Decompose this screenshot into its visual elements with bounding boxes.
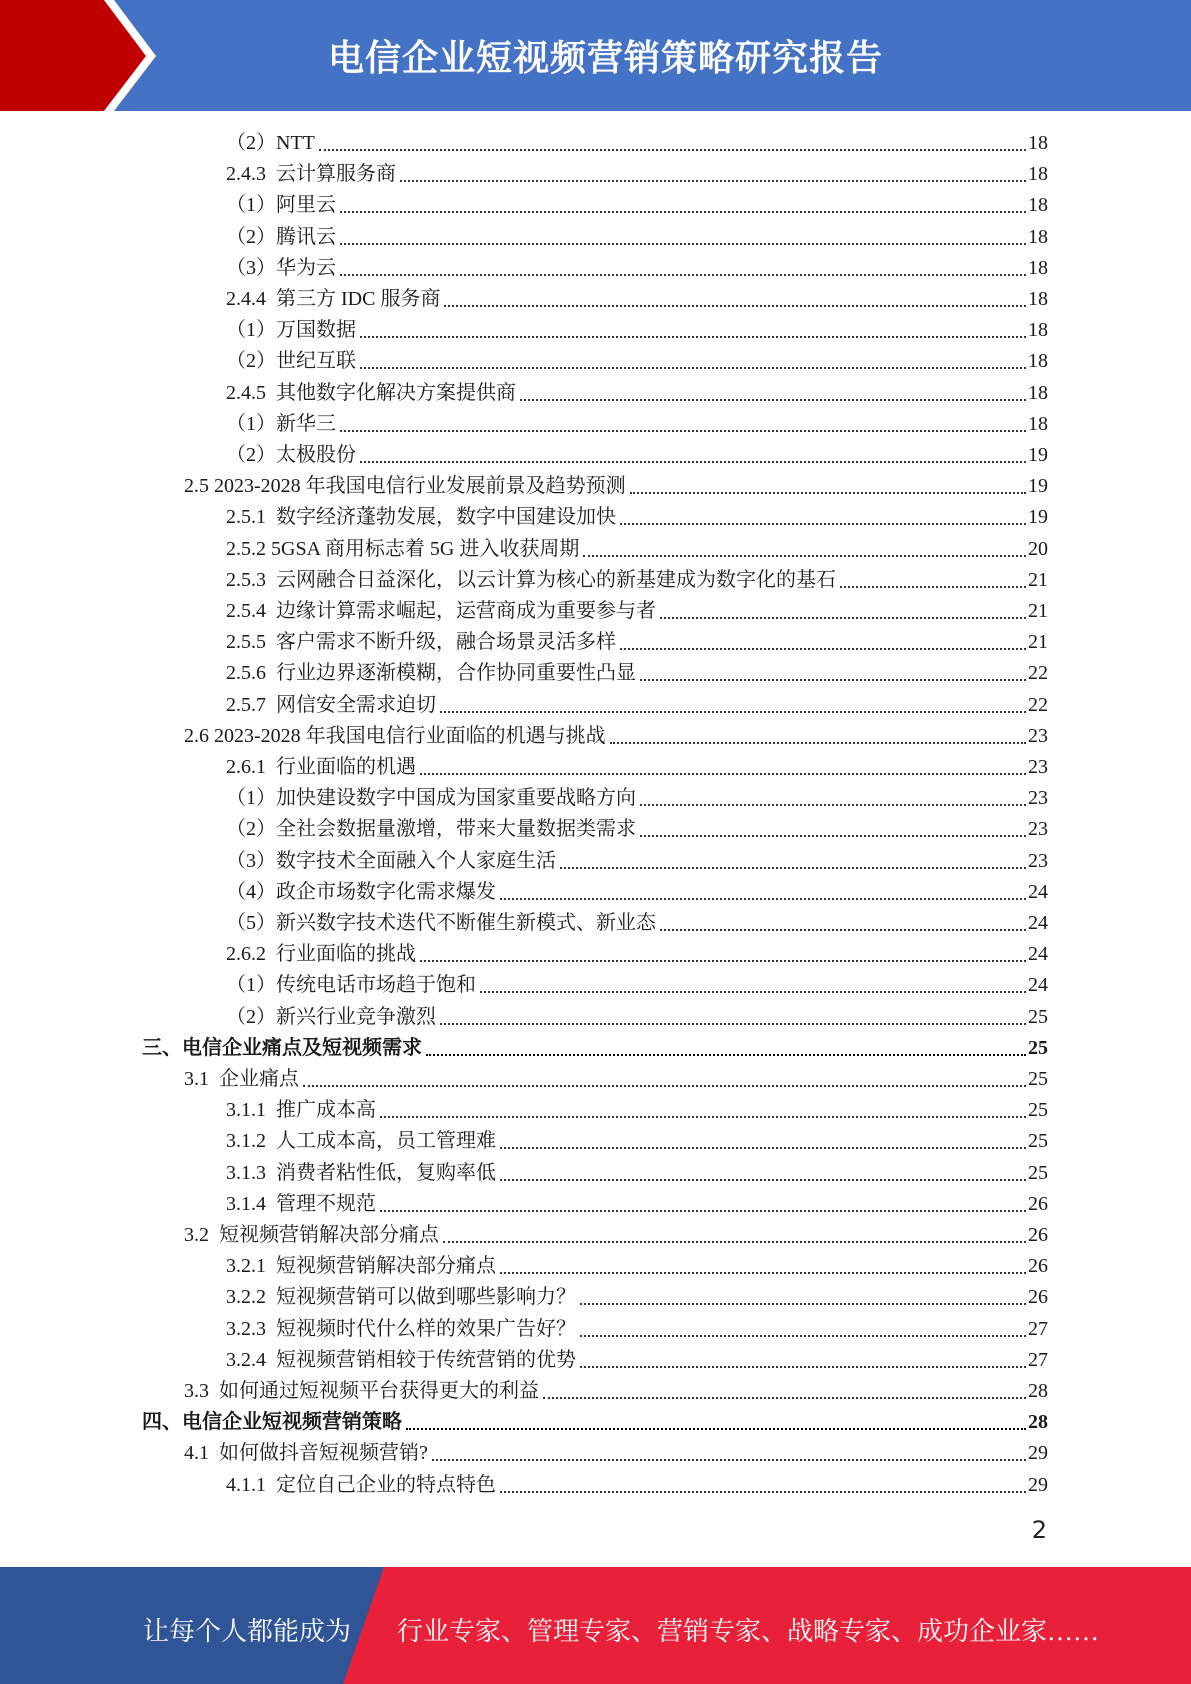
toc-entry-label: 4.1 如何做抖音短视频营销? bbox=[184, 1442, 428, 1465]
toc-entry[interactable] bbox=[226, 409, 1048, 440]
toc-entry-page: 26 bbox=[1028, 1224, 1048, 1246]
toc-entry-label: （1）阿里云 bbox=[226, 194, 336, 217]
toc-leader-dots bbox=[500, 897, 1026, 900]
toc-leader-dots bbox=[440, 710, 1026, 713]
toc-entry[interactable] bbox=[184, 1376, 1048, 1407]
toc-entry[interactable] bbox=[226, 284, 1048, 315]
toc-entry-label: （1）加快建设数字中国成为国家重要战略方向 bbox=[226, 787, 636, 810]
toc-leader-dots bbox=[360, 366, 1026, 369]
toc-entry[interactable] bbox=[226, 315, 1048, 346]
toc-entry[interactable] bbox=[226, 939, 1048, 970]
page-footer bbox=[0, 1567, 1191, 1684]
toc-entry-label: 2.5.6 行业边界逐渐模糊，合作协同重要性凸显 bbox=[226, 662, 636, 685]
toc-entry[interactable] bbox=[184, 1064, 1048, 1095]
toc-entry-label: （2）全社会数据量激增，带来大量数据类需求 bbox=[226, 818, 636, 841]
toc-leader-dots bbox=[319, 148, 1026, 151]
toc-leader-dots bbox=[660, 616, 1026, 619]
page-header bbox=[0, 0, 1191, 111]
toc-leader-dots bbox=[640, 803, 1026, 806]
toc-leader-dots bbox=[380, 1115, 1026, 1118]
toc-entry-label: 2.6 2023-2028 年我国电信行业面临的机遇与挑战 bbox=[184, 724, 606, 747]
toc-entry-label: （2）世纪互联 bbox=[226, 350, 356, 373]
toc-entry-page: 21 bbox=[1028, 568, 1048, 591]
toc-entry[interactable] bbox=[226, 378, 1048, 409]
toc-leader-dots bbox=[440, 1022, 1026, 1025]
toc-entry[interactable] bbox=[226, 502, 1048, 533]
toc-entry[interactable] bbox=[226, 159, 1048, 190]
toc-entry-page: 18 bbox=[1028, 319, 1048, 342]
toc-entry-label: 3.2.4 短视频营销相较于传统营销的优势 bbox=[226, 1348, 576, 1371]
toc-leader-dots bbox=[380, 1209, 1026, 1212]
toc-entry[interactable] bbox=[226, 1126, 1048, 1157]
toc-entry-page: 18 bbox=[1028, 194, 1048, 217]
toc-entry-page: 24 bbox=[1028, 943, 1048, 966]
toc-entry[interactable] bbox=[226, 1470, 1048, 1501]
toc-entry[interactable] bbox=[226, 1345, 1048, 1376]
toc-entry[interactable] bbox=[226, 877, 1048, 908]
toc-entry-page: 19 bbox=[1028, 444, 1048, 466]
toc-entry[interactable] bbox=[226, 658, 1048, 689]
toc-entry-page: 29 bbox=[1028, 1442, 1048, 1465]
toc-entry[interactable] bbox=[226, 1314, 1048, 1345]
footer-slogan-left: 让每个人都能成为 bbox=[143, 1617, 352, 1646]
toc-entry-label: 3.1.4 管理不规范 bbox=[226, 1192, 376, 1215]
toc-entry-page: 21 bbox=[1028, 600, 1048, 622]
toc-leader-dots bbox=[400, 179, 1026, 182]
toc-entry-label: 2.5.4 边缘计算需求崛起，运营商成为重要参与者 bbox=[226, 600, 656, 622]
toc-entry-page: 25 bbox=[1028, 1005, 1048, 1028]
toc-leader-dots bbox=[640, 678, 1026, 681]
toc-entry[interactable] bbox=[226, 1251, 1048, 1282]
toc-entry-label: 4.1.1 定位自己企业的特点特色 bbox=[226, 1473, 496, 1496]
toc-entry-label: 3.1.2 人工成本高，员工管理难 bbox=[226, 1130, 496, 1153]
toc-entry-label: 3.2.3 短视频时代什么样的效果广告好？ bbox=[226, 1317, 576, 1340]
toc-entry-page: 26 bbox=[1028, 1192, 1048, 1215]
toc-leader-dots bbox=[500, 1146, 1026, 1149]
toc-leader-dots bbox=[583, 554, 1026, 557]
toc-leader-dots bbox=[500, 1490, 1026, 1493]
toc-entry-page: 23 bbox=[1028, 818, 1048, 841]
toc-leader-dots bbox=[500, 1178, 1026, 1181]
toc-leader-dots bbox=[360, 460, 1026, 463]
toc-entry-label: 2.5.5 客户需求不断升级，融合场景灵活多样 bbox=[226, 631, 616, 654]
toc-entry[interactable] bbox=[226, 128, 1048, 159]
toc-entry[interactable] bbox=[226, 1095, 1048, 1126]
toc-entry-label: 2.6.2 行业面临的挑战 bbox=[226, 943, 416, 966]
report-title: 电信企业短视频营销策略研究报告 bbox=[327, 38, 883, 79]
toc-entry-page: 18 bbox=[1028, 256, 1048, 279]
toc-entry-label: 2.5.7 网信安全需求迫切 bbox=[226, 693, 436, 716]
toc-leader-dots bbox=[610, 741, 1026, 744]
toc-leader-dots bbox=[580, 1334, 1026, 1337]
toc-entry-label: 2.5.2 5GSA 商用标志着 5G 进入收获周期 bbox=[226, 537, 580, 560]
toc-leader-dots bbox=[580, 1302, 1026, 1305]
toc-leader-dots bbox=[660, 928, 1026, 931]
toc-entry[interactable] bbox=[226, 627, 1048, 658]
toc-entry-page: 27 bbox=[1028, 1317, 1048, 1340]
toc-entry-page: 26 bbox=[1028, 1255, 1048, 1278]
toc-entry[interactable] bbox=[226, 970, 1048, 1001]
toc-entry-label: 3.2.1 短视频营销解决部分痛点 bbox=[226, 1255, 496, 1278]
toc-entry-page: 18 bbox=[1028, 132, 1048, 154]
toc-entry-page: 27 bbox=[1028, 1348, 1048, 1371]
toc-leader-dots bbox=[500, 1271, 1026, 1274]
toc-entry[interactable] bbox=[226, 565, 1048, 596]
toc-leader-dots bbox=[340, 242, 1026, 245]
toc-entry-page: 19 bbox=[1028, 475, 1048, 498]
toc-leader-dots bbox=[580, 1365, 1026, 1368]
toc-leader-dots bbox=[630, 491, 1026, 494]
toc-leader-dots bbox=[426, 1053, 1026, 1056]
toc-entry-label: （2）NTT bbox=[226, 132, 315, 154]
toc-entry-page: 23 bbox=[1028, 724, 1048, 747]
toc-entry-page: 23 bbox=[1028, 756, 1048, 778]
toc-entry[interactable] bbox=[226, 1158, 1048, 1189]
toc-entry-page: 18 bbox=[1028, 381, 1048, 404]
toc-entry-page: 18 bbox=[1028, 163, 1048, 186]
toc-entry[interactable] bbox=[226, 908, 1048, 939]
toc-leader-dots bbox=[840, 585, 1026, 588]
toc-entry-page: 24 bbox=[1028, 880, 1048, 903]
toc-entry[interactable] bbox=[226, 253, 1048, 284]
toc-entry-label: 四、电信企业短视频营销策略 bbox=[142, 1411, 402, 1434]
toc-entry-label: 三、电信企业痛点及短视频需求 bbox=[142, 1036, 422, 1059]
toc-entry-page: 22 bbox=[1028, 693, 1048, 716]
toc-entry-page: 23 bbox=[1028, 787, 1048, 810]
toc-entry-label: 2.4.4 第三方 IDC 服务商 bbox=[226, 288, 441, 310]
toc-entry-page: 25 bbox=[1028, 1130, 1048, 1153]
toc-entry[interactable] bbox=[226, 596, 1048, 627]
toc-leader-dots bbox=[420, 959, 1026, 962]
toc-entry-label: 2.4.5 其他数字化解决方案提供商 bbox=[226, 381, 516, 404]
toc-leader-dots bbox=[560, 866, 1026, 869]
toc-leader-dots bbox=[406, 1427, 1026, 1430]
toc-entry[interactable] bbox=[226, 1002, 1048, 1033]
toc-entry[interactable] bbox=[184, 1438, 1048, 1469]
toc-entry-label: 2.5.3 云网融合日益深化，以云计算为核心的新基建成为数字化的基石 bbox=[226, 568, 836, 591]
toc-entry-label: （2）新兴行业竞争激烈 bbox=[226, 1005, 436, 1028]
toc-entry[interactable] bbox=[226, 222, 1048, 253]
toc-entry-page: 25 bbox=[1028, 1068, 1048, 1090]
toc-leader-dots bbox=[340, 273, 1026, 276]
toc-entry-label: （5）新兴数字技术迭代不断催生新模式、新业态 bbox=[226, 912, 656, 934]
toc-leader-dots bbox=[543, 1396, 1026, 1399]
toc-entry-page: 24 bbox=[1028, 974, 1048, 997]
toc-entry-label: （2）太极股份 bbox=[226, 444, 356, 466]
footer-slogan-right: 行业专家、管理专家、营销专家、战略专家、成功企业家…… bbox=[397, 1617, 1100, 1646]
toc-entry-label: 2.5 2023-2028 年我国电信行业发展前景及趋势预测 bbox=[184, 475, 626, 498]
toc-entry-label: 2.4.3 云计算服务商 bbox=[226, 163, 396, 186]
toc-entry-label: 3.2.2 短视频营销可以做到哪些影响力？ bbox=[226, 1286, 576, 1309]
toc-entry[interactable] bbox=[226, 1189, 1048, 1220]
toc-leader-dots bbox=[340, 210, 1026, 213]
toc-leader-dots bbox=[480, 990, 1026, 993]
toc-entry-page: 18 bbox=[1028, 350, 1048, 373]
toc-leader-dots bbox=[444, 304, 1026, 307]
toc-leader-dots bbox=[443, 1240, 1026, 1243]
toc-entry-page: 25 bbox=[1028, 1099, 1048, 1122]
toc-entry-label: （2）腾讯云 bbox=[226, 225, 336, 248]
toc-entry[interactable] bbox=[226, 190, 1048, 221]
toc-entry[interactable] bbox=[226, 440, 1048, 471]
toc-entry[interactable] bbox=[226, 814, 1048, 845]
toc-entry[interactable] bbox=[226, 752, 1048, 783]
toc-entry-label: （3）数字技术全面融入个人家庭生活 bbox=[226, 849, 556, 872]
toc-entry-page: 18 bbox=[1028, 288, 1048, 310]
toc-leader-dots bbox=[620, 522, 1026, 525]
toc-leader-dots bbox=[520, 398, 1026, 401]
toc-entry-page: 26 bbox=[1028, 1286, 1048, 1309]
toc-entry-page: 25 bbox=[1028, 1161, 1048, 1184]
toc-leader-dots bbox=[620, 647, 1026, 650]
toc-leader-dots bbox=[360, 335, 1026, 338]
toc-leader-dots bbox=[640, 834, 1026, 837]
toc-entry[interactable] bbox=[142, 1407, 1048, 1438]
toc-entry-page: 29 bbox=[1028, 1473, 1048, 1496]
toc-entry-label: 3.2 短视频营销解决部分痛点 bbox=[184, 1224, 439, 1246]
toc-entry[interactable] bbox=[142, 1033, 1048, 1064]
page-number: 2 bbox=[1031, 1516, 1047, 1544]
toc-entry-label: 2.6.1 行业面临的机遇 bbox=[226, 756, 416, 778]
toc-leader-dots bbox=[303, 1084, 1026, 1087]
toc-entry[interactable] bbox=[226, 846, 1048, 877]
toc-entry[interactable] bbox=[184, 721, 1048, 752]
toc-leader-dots bbox=[420, 772, 1026, 775]
toc-entry[interactable] bbox=[184, 471, 1048, 502]
toc-entry-page: 20 bbox=[1028, 537, 1048, 560]
toc-entry-page: 22 bbox=[1028, 662, 1048, 685]
toc-entry-label: （1）传统电话市场趋于饱和 bbox=[226, 974, 476, 997]
toc-entry[interactable] bbox=[226, 346, 1048, 377]
toc-entry-page: 18 bbox=[1028, 412, 1048, 435]
toc-entry-label: 3.1.1 推广成本高 bbox=[226, 1099, 376, 1122]
toc-entry-page: 21 bbox=[1028, 631, 1048, 654]
toc-entry-label: 3.1.3 消费者粘性低，复购率低 bbox=[226, 1161, 496, 1184]
toc-entry-page: 23 bbox=[1028, 849, 1048, 872]
toc-entry-label: （1）万国数据 bbox=[226, 319, 356, 342]
toc-entry-page: 19 bbox=[1028, 506, 1048, 529]
toc-entry[interactable] bbox=[226, 690, 1048, 721]
toc-entry-label: 2.5.1 数字经济蓬勃发展，数字中国建设加快 bbox=[226, 506, 616, 529]
toc-entry-page: 25 bbox=[1028, 1036, 1048, 1059]
toc-entry-page: 28 bbox=[1028, 1380, 1048, 1402]
toc-entry[interactable] bbox=[226, 534, 1048, 565]
toc-entry-label: 3.3 如何通过短视频平台获得更大的利益 bbox=[184, 1380, 539, 1402]
toc-entry-label: （3）华为云 bbox=[226, 256, 336, 279]
toc-leader-dots bbox=[432, 1458, 1026, 1461]
toc-entry-page: 28 bbox=[1028, 1411, 1048, 1434]
toc-entry-label: （1）新华三 bbox=[226, 412, 336, 435]
toc-entry[interactable] bbox=[184, 1220, 1048, 1251]
toc-entry[interactable] bbox=[226, 783, 1048, 814]
toc-entry-label: 3.1 企业痛点 bbox=[184, 1068, 299, 1090]
toc-leader-dots bbox=[340, 429, 1026, 432]
toc-entry-page: 18 bbox=[1028, 225, 1048, 248]
toc-entry[interactable] bbox=[226, 1282, 1048, 1313]
toc-entry-page: 24 bbox=[1028, 912, 1048, 934]
toc-entry-label: （4）政企市场数字化需求爆发 bbox=[226, 880, 496, 903]
